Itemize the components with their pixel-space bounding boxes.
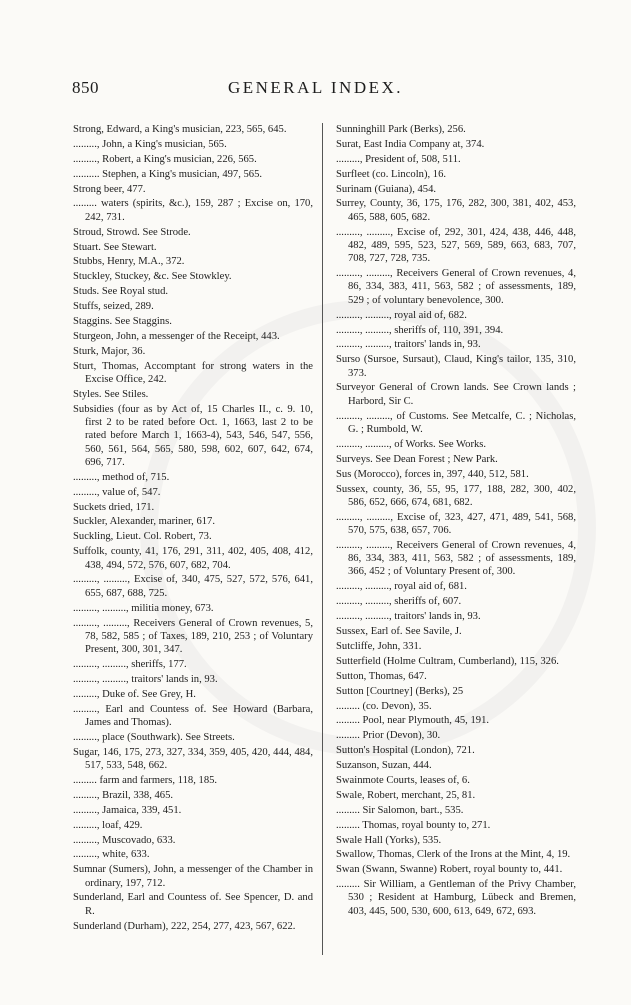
index-entry: ........., ........., Excise of, 323, 427, 471, 489, 541, 568, 570, 575, 638, 657, 706. — [336, 511, 576, 536]
page-number: 850 — [72, 78, 99, 97]
index-entry: Stuffs, seized, 289. — [73, 301, 154, 313]
index-entry: Stuckley, Stuckey, &c. See Stowkley. — [73, 271, 232, 283]
index-entry: .......... Stephen, a King's musician, 497, 565. — [73, 168, 263, 180]
index-entry: Sturk, Major, 36. — [73, 345, 146, 357]
index-entry: Sumnar (Sumers), John, a messenger of the Chamber in ordinary, 197, 712. — [73, 864, 313, 889]
index-entry: ......... Prior (Devon), 30. — [336, 730, 441, 742]
index-entry: ........., Robert, a King's musician, 226, 565. — [73, 153, 257, 165]
index-entry: Surat, East India Company at, 374. — [336, 138, 485, 150]
running-head: GENERAL INDEX. — [227, 78, 404, 97]
index-entry: ........., ........., Excise of, 340, 475, 527, 572, 576, 641, 655, 687, 688, 725. — [73, 574, 313, 599]
index-entry: Sturgeon, John, a messenger of the Receipt, 443. — [73, 330, 280, 342]
index-entry: ........., white, 633. — [73, 849, 150, 861]
index-entry: ......... Sir Salomon, bart., 535. — [336, 804, 464, 816]
index-entry: Sutton, Thomas, 647. — [336, 670, 427, 682]
index-entry: ........., President of, 508, 511. — [336, 153, 461, 165]
index-entry: Strong beer, 477. — [73, 183, 146, 195]
column-divider — [322, 123, 323, 955]
index-entry: Styles. See Stiles. — [73, 388, 149, 400]
index-entry: Swale Hall (Yorks), 535. — [336, 834, 442, 846]
index-entry: ........., Brazil, 338, 465. — [73, 789, 174, 801]
index-entry: Swainmote Courts, leases of, 6. — [336, 774, 470, 786]
index-entry: Sturt, Thomas, Accomptant for strong waters in the Excise Office, 242. — [73, 360, 313, 385]
index-column-left — [73, 123, 313, 935]
index-entry: ........., ........., royal aid of, 681. — [336, 581, 467, 593]
index-entry: ........., ........., traitors' lands in, 93. — [336, 611, 481, 623]
index-entry: ......... farm and farmers, 118, 185. — [73, 774, 218, 786]
index-entry: Suckling, Lieut. Col. Robert, 73. — [73, 531, 212, 543]
index-entry: ........., ........., militia money, 673. — [73, 602, 214, 614]
index-entry: ........., ........., Receivers General of Crown revenues, 5, 78, 582, 585 ; of Taxes, 189, 210, 253 ; of Voluntary Present, 300, 301, 347. — [73, 617, 313, 656]
index-entry: Sunderland (Durham), 222, 254, 277, 423, 567, 622. — [73, 920, 296, 932]
index-entry: Swan (Swann, Swanne) Robert, royal bounty to, 441. — [336, 864, 563, 876]
index-entry: ........., ........., Receivers General of Crown revenues, 4, 86, 334, 383, 411, 563, 582 ; of assessments, 189, 366, 452 ; of Voluntary Present of, 300. — [336, 539, 576, 578]
index-entry: ......... waters (spirits, &c.), 159, 287 ; Excise on, 170, 242, 731. — [73, 198, 313, 223]
index-entry: Sussex, Earl of. See Savile, J. — [336, 626, 462, 638]
index-column-right — [336, 123, 576, 920]
index-entry: Surso (Sursoe, Sursaut), Claud, King's tailor, 135, 310, 373. — [336, 354, 576, 379]
index-entry: Sunninghill Park (Berks), 256. — [336, 124, 466, 135]
index-entry: Subsidies (four as by Act of, 15 Charles II., c. 9. 10, first 2 to be rated before Oct. 1, 1663, last 2 to be rated before March 1, 1663-4), 543, 546, 547, 556, 560, 561, 564, 565, 580, 598, 602, 607, 642, 674, 696, 717. — [73, 403, 313, 468]
index-entry: ........., ........., sheriffs, 177. — [73, 659, 187, 671]
index-entry: Sutcliffe, John, 331. — [336, 640, 422, 652]
index-entry: ........., ........., Receivers General of Crown revenues, 4, 86, 334, 383, 411, 563, 582 ; of assessments, 189, 529 ; of voluntary benevolence, 300. — [336, 268, 576, 306]
index-entry: ........., ........., Excise of, 292, 301, 424, 438, 446, 448, 482, 489, 595, 523, 527, 569, 589, 663, 683, 707, 708, 727, 728, 735. — [336, 226, 576, 265]
index-entry: Surfleet (co. Lincoln), 16. — [336, 168, 447, 180]
index-entry: ........., ........., of Customs. See Metcalfe, C. ; Nicholas, G. ; Rumbold, W. — [336, 410, 576, 435]
index-entry: Suckler, Alexander, mariner, 617. — [73, 516, 215, 528]
index-entry: Suffolk, county, 41, 176, 291, 311, 402, 405, 408, 412, 438, 494, 572, 576, 607, 682, 704. — [73, 546, 313, 571]
index-entry: Stubbs, Henry, M.A., 372. — [73, 256, 185, 268]
index-entry: Strong, Edward, a King's musician, 223, 565, 645. — [73, 124, 287, 135]
index-entry: Swallow, Thomas, Clerk of the Irons at the Mint, 4, 19. — [336, 849, 571, 861]
index-entry: ........., ........., royal aid of, 682. — [336, 309, 467, 321]
index-entry: ........., ........., sheriffs of, 110, 391, 394. — [336, 324, 504, 336]
index-entry: Sugar, 146, 175, 273, 327, 334, 359, 405, 420, 444, 484, 517, 533, 548, 662. — [73, 746, 313, 772]
index-entry: Swale, Robert, merchant, 25, 81. — [336, 789, 476, 801]
index-entry: Stuart. See Stewart. — [73, 241, 157, 253]
index-entry: ........., value of, 547. — [73, 486, 161, 498]
index-entry: ........., John, a King's musician, 565. — [73, 138, 227, 150]
index-entry: ........., ........., sheriffs of, 607. — [336, 596, 462, 608]
index-entry: Surveyor General of Crown lands. See Crown lands ; Harbord, Sir C. — [336, 382, 576, 407]
index-entry: ......... Pool, near Plymouth, 45, 191. — [336, 715, 490, 727]
index-entry: ........., Earl and Countess of. See Howard (Barbara, James and Thomas). — [73, 703, 313, 728]
index-entry: ........., Jamaica, 339, 451. — [73, 804, 182, 816]
index-entry: ........., ........., traitors' lands in, 93. — [336, 339, 481, 351]
index-entry: ........., loaf, 429. — [73, 819, 143, 831]
index-entry: Sus (Morocco), forces in, 397, 440, 512, 581. — [336, 468, 529, 480]
index-entry: ........., method of, 715. — [73, 471, 170, 483]
index-entry: ........., ........., traitors' lands in, 93. — [73, 673, 218, 685]
index-entry: ........., ........., of Works. See Works. — [336, 438, 487, 450]
index-entry: Sutton's Hospital (London), 721. — [336, 745, 475, 757]
index-entry: ........., Muscovado, 633. — [73, 834, 176, 846]
index-entry: Stroud, Strowd. See Strode. — [73, 226, 191, 238]
index-entry: ........., Duke of. See Grey, H. — [73, 688, 196, 700]
index-entry: Sussex, county, 36, 55, 95, 177, 188, 282, 300, 402, 586, 652, 666, 674, 681, 682. — [336, 483, 576, 508]
index-entry: Surrey, County, 36, 175, 176, 282, 300, 381, 402, 453, 465, 588, 605, 682. — [336, 198, 576, 223]
index-entry: Surveys. See Dean Forest ; New Park. — [336, 453, 498, 465]
index-entry: ......... Thomas, royal bounty to, 271. — [336, 819, 491, 831]
index-entry: Sutterfield (Holme Cultram, Cumberland), 115, 326. — [336, 655, 559, 667]
index-entry: ........., place (Southwark). See Streets. — [73, 731, 235, 743]
index-entry: Studs. See Royal stud. — [73, 286, 169, 298]
index-entry: Suckets dried, 171. — [73, 501, 155, 513]
index-entry: ......... (co. Devon), 35. — [336, 700, 432, 712]
index-entry: ......... Sir William, a Gentleman of the Privy Chamber, 530 ; Resident at Hamburg, Lübeck and Bremen, 403, 445, 500, 530, 600, 613, 649, 672, 693. — [336, 879, 576, 917]
index-entry: Staggins. See Staggins. — [73, 315, 172, 327]
index-entry: Surinam (Guiana), 454. — [336, 183, 437, 195]
index-entry: Sutton [Courtney] (Berks), 25 — [336, 685, 464, 697]
index-entry: Suzanson, Suzan, 444. — [336, 760, 432, 772]
index-entry: Sunderland, Earl and Countess of. See Spencer, D. and R. — [73, 892, 313, 917]
